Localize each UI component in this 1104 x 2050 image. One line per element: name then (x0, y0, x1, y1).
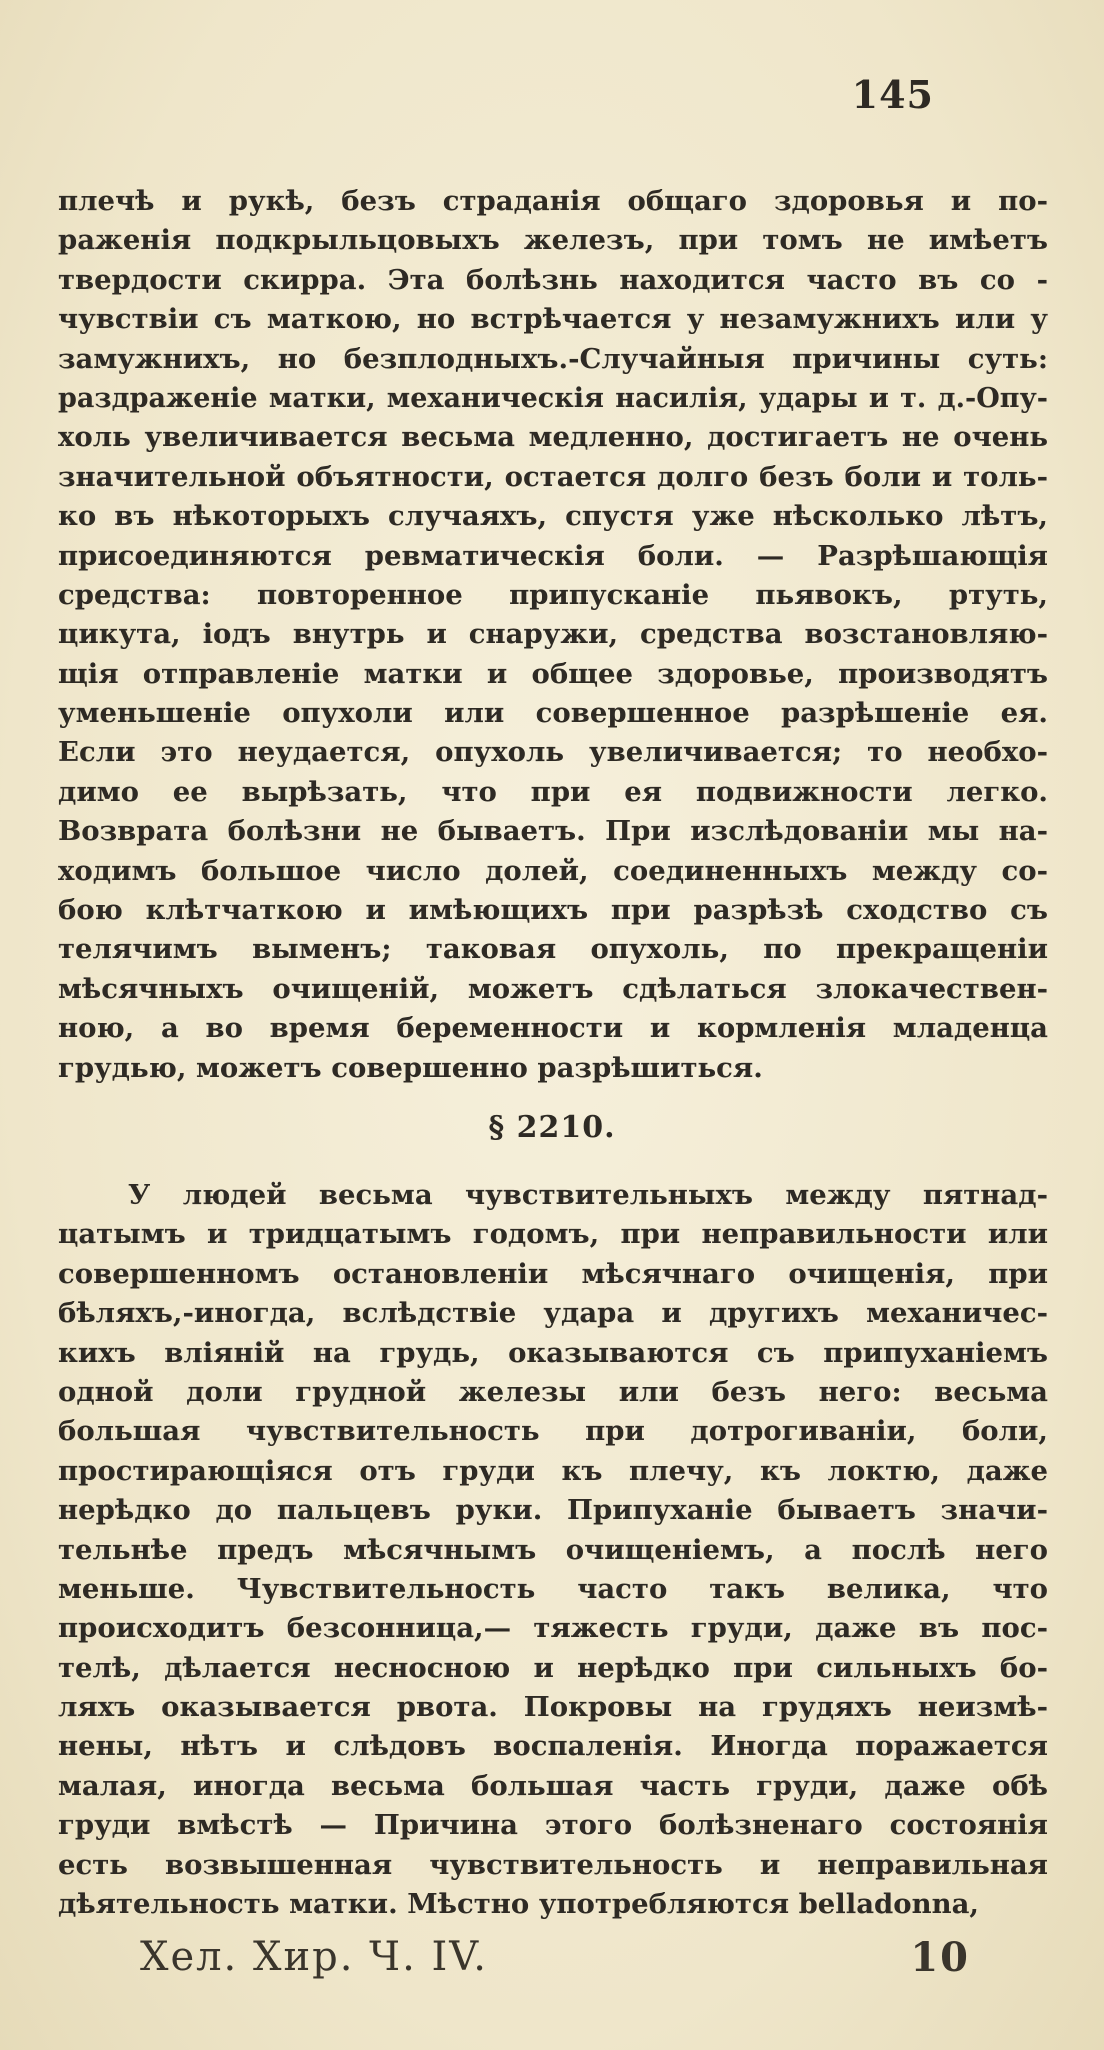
text-line: присоединяются ревматическія боли. — Разрѣшающія (58, 539, 1048, 572)
text-line: Если это неудается, опухоль увеличивается; то необхо- (58, 736, 1048, 769)
text-line: твердости скирра. Эта болѣзнь находится часто въ со - (58, 263, 1048, 296)
text-line: одной доли грудной железы или безъ него: весьма (58, 1375, 1048, 1408)
text-line: У людей весьма чувствительныхъ между пятнад- (128, 1179, 1048, 1211)
text-line: холь увеличивается весьма медленно, достигаетъ не очень (58, 421, 1048, 454)
text-line: дѣятельность матки. Мѣстно употребляются belladonna, (58, 1888, 979, 1921)
text-line: раздраженіе матки, механическія насилія, удары и т. д.-Опу- (58, 382, 1048, 414)
text-line: тельнѣе предъ мѣсячнымъ очищеніемъ, а послѣ него (58, 1533, 1048, 1566)
text-line: цикута, іодъ внутрь и снаружи, средства возстановляю- (58, 618, 1048, 651)
text-line: большая чувствительность при дотрогиваніи, боли, (58, 1415, 1048, 1448)
section-heading: § 2210. (488, 1110, 616, 1145)
paragraph-section-2210 (58, 1176, 1048, 1924)
text-line: телячимъ выменъ; таковая опухоль, по прекращеніи (58, 933, 1048, 966)
text-line: нены, нѣтъ и слѣдовъ воспаленія. Иногда поражается (58, 1730, 1048, 1763)
text-line: Возврата болѣзни не бываетъ. При изслѣдованіи мы на- (58, 815, 1048, 848)
text-line: бою клѣтчаткою и имѣющихъ при разрѣзѣ сходство съ (58, 894, 1048, 927)
text-line: димо ее вырѣзать, что при ея подвижности легко. (58, 775, 1048, 808)
text-line: нерѣдко до пальцевъ руки. Припуханіе бываетъ значи- (58, 1494, 1048, 1527)
text-line: есть возвышенная чувствительность и неправильная (58, 1848, 1048, 1881)
text-line: совершенномъ остановленіи мѣсячнаго очищенія, при (58, 1257, 1048, 1290)
text-line: значительной объятности, остается долго безъ боли и толь- (58, 460, 1048, 493)
text-line: простирающіяся отъ груди къ плечу, къ локтю, даже (58, 1454, 1048, 1487)
sheet-number: 10 (910, 1934, 970, 1981)
text-line: раженія подкрыльцовыхъ железъ, при томъ не имѣетъ (58, 224, 1048, 257)
text-line: уменьшеніе опухоли или совершенное разрѣшеніе ея. (58, 697, 1048, 730)
page-number: 145 (851, 72, 934, 117)
text-line: плечѣ и рукѣ, безъ страданія общаго здоровья и по- (58, 185, 1048, 217)
text-line: щія отправленіе матки и общее здоровье, производятъ (58, 657, 1048, 690)
paragraph-continued (58, 182, 1048, 1088)
text-line: ко въ нѣкоторыхъ случаяхъ, спустя уже нѣсколько лѣтъ, (58, 500, 1048, 533)
text-line: мѣсячныхъ очищеній, можетъ сдѣлаться злокачествен- (58, 972, 1048, 1005)
text-line: замужнихъ, но безплодныхъ.-Случайныя причины суть: (58, 342, 1048, 375)
text-line: ною, а во время беременности и кормленія младенца (58, 1012, 1048, 1045)
text-line: происходитъ безсонница,— тяжесть груди, даже въ пос- (58, 1612, 1048, 1645)
text-line: кихъ вліяній на грудь, оказываются съ припуханіемъ (58, 1336, 1048, 1369)
text-line: средства: повторенное припусканіе пьявокъ, ртуть, (58, 578, 1048, 611)
text-line: ходимъ большое число долей, соединенныхъ между со- (58, 854, 1048, 887)
text-line: чувствіи съ маткою, но встрѣчается у незамужнихъ или у (58, 303, 1048, 336)
signature-mark: Хел. Хир. Ч. IV. (140, 1934, 488, 1980)
text-line: телѣ, дѣлается несносною и нерѣдко при сильныхъ бо- (58, 1651, 1048, 1684)
text-line: меньше. Чувствительность часто такъ велика, что (58, 1572, 1048, 1605)
text-line: малая, иногда весьма большая часть груди, даже обѣ (58, 1769, 1048, 1802)
text-line: цатымъ и тридцатымъ годомъ, при неправильности или (58, 1218, 1048, 1251)
text-line: бѣляхъ,-иногда, вслѣдствіе удара и другихъ механичес- (58, 1297, 1048, 1330)
text-line: груди вмѣстѣ — Причина этого болѣзненаго состоянія (58, 1809, 1048, 1842)
text-line: грудью, можетъ совершенно разрѣшиться. (58, 1051, 763, 1084)
text-line: ляхъ оказывается рвота. Покровы на грудяхъ неизмѣ- (58, 1691, 1048, 1724)
